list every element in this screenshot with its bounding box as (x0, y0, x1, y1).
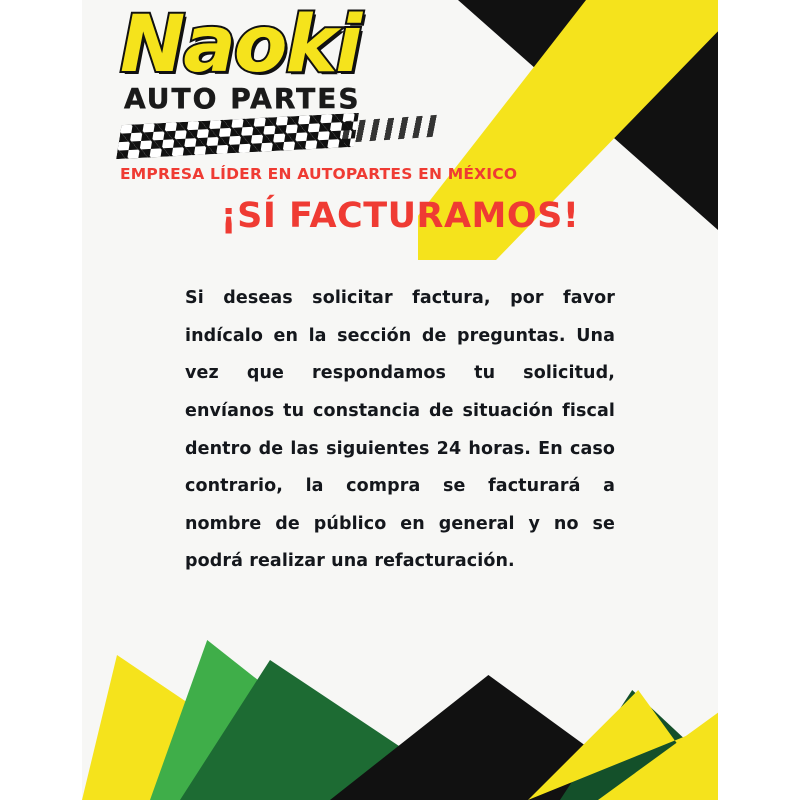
main-content (82, 196, 718, 581)
brand-header (82, 0, 532, 183)
top-right-white-corner (718, 0, 800, 120)
invoice-policy-text: Si deseas solicitar factura, por favor indícalo en la sección de preguntas. Una vez que respondamos tu solicitud, envíanos tu constancia de situación fiscal dentro de las siguientes 24 horas. En caso contrario, la compra se facturará a nombre de público en general y no se podrá realizar una refacturación. (185, 288, 615, 572)
brand-name: Naoki (120, 0, 361, 90)
checkered-flag-icon (116, 113, 359, 159)
page-title: ¡SÍ FACTURAMOS! (220, 196, 580, 236)
left-margin (0, 0, 82, 800)
right-margin (718, 0, 800, 800)
brand-subtitle: AUTO PARTES (124, 82, 361, 115)
bottom-decoration-group (0, 600, 800, 800)
company-tagline: EMPRESA LÍDER EN AUTOPARTES EN MÉXICO (120, 165, 518, 183)
